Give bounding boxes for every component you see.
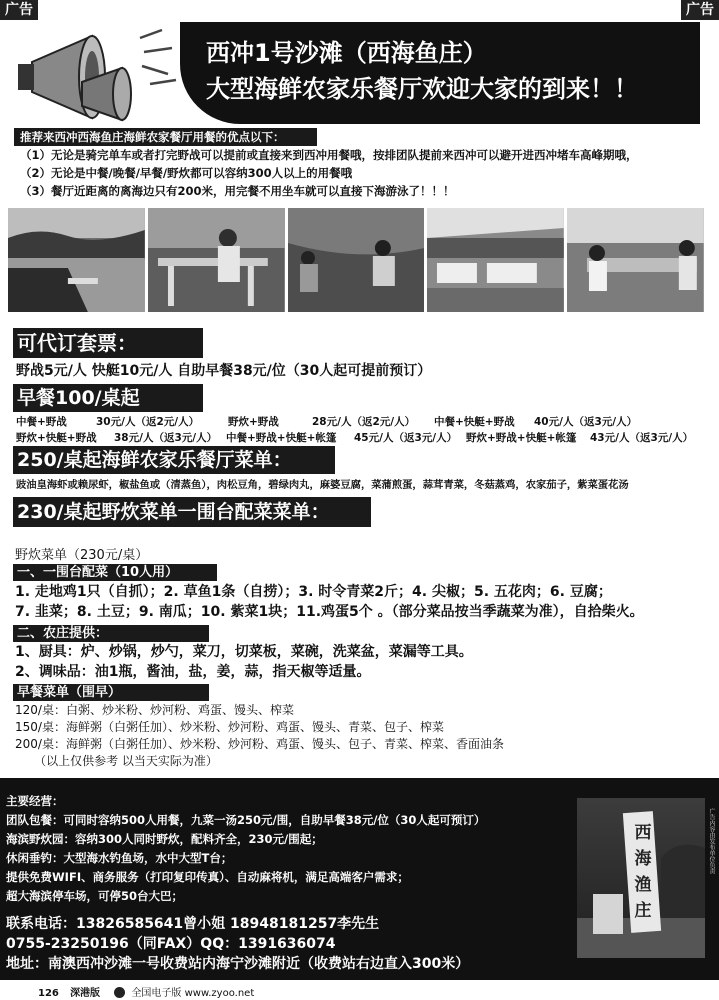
contact-fax-qq: 0755-23250196（同FAX）QQ：1391636074 [6,936,336,952]
price-value: 38元/人（返3元/人） [114,432,218,444]
price-row [16,414,693,430]
side-dishes-list [15,582,644,622]
advantage-item: （2）无论是中餐/晚餐/早餐/野炊都可以容纳300人以上的用餐哦 [20,166,353,180]
page-footer [38,984,254,999]
ad-tag-left: 广告 [0,0,38,20]
title-banner [180,22,700,124]
farm-provides-line: 2、调味品：油1瓶，酱油，盐，姜，蒜，指天椒等适量。 [15,664,371,680]
price-item: 中餐+野战 [16,416,67,428]
farm-provides-line: 1、厨具：炉、炒锅，炒勺，菜刀，切菜板，菜碗，洗菜盆，菜漏等工具。 [15,644,473,660]
menu-250-dishes: 豉油皇海虾或赖尿虾，椒盐鱼或（清蒸鱼），肉松豆角，碧绿肉丸，麻婆豆腐，菜蒲煎蛋，蒜茸青菜，冬菇蒸鸡，农家茄子，紫菜蛋花汤 [16,479,629,491]
edition-badge: 全国电子版 [131,988,182,999]
banner-subtitle: 大型海鲜农家乐餐厅欢迎大家的到来！！ [206,75,638,103]
page-number: 126 [38,988,59,999]
footer-panel [0,778,719,980]
signboard-photo [577,798,705,958]
lake-photo [8,208,145,312]
side-dishes-line: 7. 韭菜；8. 土豆；9. 南瓜；10. 紫菜1块；11.鸡蛋5个 。（部分菜品按当季蔬菜为准），自拾柴火。 [15,604,644,620]
edition-label: 深港版 [70,988,101,999]
services-line: 团队包餐：可同时容纳500人用餐，九菜一汤250元/围，自助早餐38元/位（30人起可预订） [6,813,486,827]
photo-strip [8,208,704,312]
advantage-item: （1）无论是骑完单车或者打完野战可以提前或直接来到西冲用餐哦，按排团队提前来西冲可以避开进西冲堵车高峰期哦， [20,148,638,162]
logo-badge-icon [114,987,125,998]
contact-phone: 联系电话：13826585641曾小姐 18948181257李先生 [6,916,380,932]
ad-tag-right: 广告 [681,0,719,20]
farm-provides-list [15,642,473,682]
side-note: 广告内容由发布单位负责 [708,808,715,874]
breakfast-menu-list [15,702,504,770]
breakfast-heading: 早餐100/桌起 [13,384,203,412]
signboard-text: 西海渔庄 [634,823,652,921]
breakfast-menu-line: 150/桌：海鲜粥（白粥任加）、炒米粉、炒河粉、鸡蛋、馒头、青菜、包子、榨菜 [15,720,444,734]
services-list [6,792,485,906]
tickets-line: 野战5元/人 快艇10元/人 自助早餐38元/位（30人起可提前预订） [16,363,432,379]
contact-address: 地址：南澳西冲沙滩一号收费站内海宁沙滩附近（收费站右边直入300米） [6,956,470,972]
services-line: 海滨野炊园：容纳300人同时野炊，配料齐全，230元/围起； [6,832,323,846]
price-value: 43元/人（返3元/人） [590,432,694,444]
menu-250-heading: 250/桌起海鲜农家乐餐厅菜单： [13,446,335,474]
picnic-photo [288,208,425,312]
farm-provides-heading: 二、农庄提供： [13,625,209,642]
services-line: 提供免费WIFI、商务服务（打印复印传真）、自动麻将机，满足高端客户需求； [6,870,409,884]
dining-hall-photo [427,208,564,312]
breakfast-menu-line: 200/桌：海鲜粥（白粥任加）、炒米粉、炒河粉、鸡蛋、馒头、包子、青菜、榨菜、香面油条 [15,737,504,751]
advantages-section [14,128,704,200]
advantage-item: （3）餐厅近距离的离海边只有200米，用完餐不用坐车就可以直接下海游泳了！！！ [20,184,455,198]
services-line: 超大海滨停车场，可停50台大巴； [6,889,184,903]
breakfast-menu-line: 120/桌：白粥、炒米粉、炒河粉、鸡蛋、馒头、榨菜 [15,703,294,717]
side-dishes-heading: 一、一围台配菜（10人用） [13,564,217,581]
price-value: 30元/人（返2元/人） [96,416,200,428]
price-value: 40元/人（返3元/人） [534,416,638,428]
menu-230-heading: 230/桌起野炊菜单一围台配菜菜单： [13,497,371,527]
services-line: 主要经营： [6,794,64,808]
contact-info [6,914,469,974]
side-dishes-line: 1. 走地鸡1只（自抓）；2. 草鱼1条（自捞）；3. 时令青菜2斤；4. 尖椒；5. 五花肉；6. 豆腐； [15,584,612,600]
price-value: 45元/人（返3元/人） [354,432,458,444]
site-url[interactable]: www.zyoo.net [184,988,255,999]
price-item: 中餐+野战+快艇+帐篷 [226,432,337,444]
breakfast-menu-note: （以上仅供参考 以当天实际为准） [15,754,218,768]
price-value: 28元/人（返2元/人） [312,416,416,428]
price-item: 野炊+野战 [228,416,279,428]
price-item: 中餐+快艇+野战 [434,416,515,428]
bbq-menu-title: 野炊菜单（230元/桌） [15,548,149,563]
tickets-heading: 可代订套票： [13,328,203,358]
megaphone-icon [12,22,182,130]
price-item: 野炊+快艇+野战 [16,432,97,444]
services-line: 休闲垂钓：大型海水钓鱼场，水中大型T台； [6,851,233,865]
advantages-heading: 推荐来西冲西海鱼庄海鲜农家餐厅用餐的优点以下： [14,128,317,146]
price-item: 野炊+野战+快艇+帐篷 [466,432,577,444]
breakfast-menu-heading: 早餐菜单（围早） [13,684,209,701]
cooking-photo [148,208,285,312]
family-meal-photo [567,208,704,312]
price-table [16,414,693,446]
banner-title: 西冲1号沙滩（西海鱼庄） [206,39,487,67]
price-row [16,430,693,446]
